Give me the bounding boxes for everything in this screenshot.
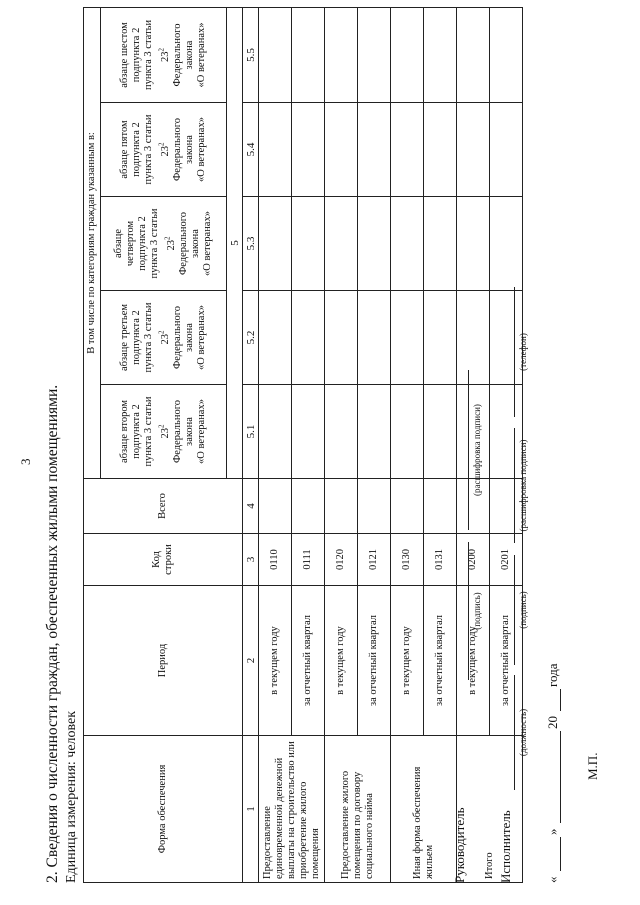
head-decoding-caption: (расшифровка подписи)	[472, 404, 482, 496]
value-cell[interactable]	[325, 103, 358, 197]
value-cell[interactable]	[259, 291, 292, 385]
value-cell[interactable]	[391, 291, 424, 385]
value-cell[interactable]	[391, 479, 424, 534]
category-line: подпункта 2	[131, 310, 143, 365]
value-cell[interactable]	[259, 103, 292, 197]
value-cell[interactable]	[358, 479, 391, 534]
category-line: Федерального	[171, 306, 183, 370]
value-cell[interactable]	[424, 291, 457, 385]
value-cell[interactable]	[424, 197, 457, 291]
category-line: абзаце	[113, 228, 125, 259]
code-cell: 0111	[292, 534, 325, 586]
header-code: Код строки	[84, 534, 243, 586]
code-cell: 0130	[391, 534, 424, 586]
header-category-5	[101, 7, 227, 102]
category-line: абзаце третьем	[119, 303, 131, 372]
category-line: подпункта 2	[131, 122, 143, 177]
period-cell: за отчетный квартал	[358, 586, 391, 736]
executor-signature-caption: (подпись)	[518, 591, 528, 629]
sub-index-4: 5.4	[243, 103, 259, 197]
row-group-label: Иная форма обеспечения жильем	[391, 736, 457, 883]
category-line: Федерального	[171, 118, 183, 182]
value-cell[interactable]	[424, 103, 457, 197]
category-line: «О ветеранах»	[195, 399, 207, 464]
category-line: «О ветеранах»	[195, 22, 207, 88]
category-line: пункта 3 статьи	[143, 396, 155, 467]
date-open-quote: «	[545, 876, 560, 883]
category-article-number: $23^2$	[157, 424, 171, 439]
category-superscript: 2	[163, 236, 172, 240]
category-line: пункта 3 статьи	[143, 19, 155, 91]
sub-index-3: 5.3	[243, 197, 259, 291]
category-line: «О ветеранах»	[201, 211, 213, 276]
value-cell[interactable]	[391, 385, 424, 479]
sub-index-1: 5.1	[243, 385, 259, 479]
category-line: закона	[183, 40, 195, 70]
header-category-4	[101, 103, 227, 197]
category-article-number: $23^2$	[157, 330, 171, 345]
category-line: подпункта 2	[131, 404, 143, 459]
executor-position-caption: (должность)	[518, 708, 528, 757]
code-cell: 0200	[457, 534, 490, 586]
period-cell: за отчетный квартал	[292, 586, 325, 736]
value-cell[interactable]	[358, 103, 391, 197]
value-cell[interactable]	[490, 197, 523, 291]
category-line: закона	[183, 135, 195, 164]
category-article-number: $23^2$	[157, 47, 171, 62]
executor-decoding-caption: (расшифровка подписи)	[518, 439, 528, 532]
category-line: абзаце шестом	[119, 22, 131, 88]
value-cell[interactable]	[292, 479, 325, 534]
row-group-label: Предоставление жилого помещения по договору социального найма	[325, 736, 391, 883]
head-signature-caption: (подпись)	[472, 592, 482, 630]
col-index-3: 3	[243, 534, 259, 586]
header-category-2	[101, 291, 227, 385]
date-month-line	[560, 731, 561, 823]
executor-phone-line	[514, 287, 515, 417]
category-article-number: $23^2$	[163, 236, 177, 251]
value-cell[interactable]	[457, 7, 490, 102]
page-number: 3	[18, 458, 33, 465]
head-label: Руководитель	[452, 807, 467, 883]
header-total: Всего	[84, 479, 243, 534]
value-cell[interactable]	[358, 291, 391, 385]
value-cell[interactable]	[292, 197, 325, 291]
period-cell: в текущем году	[325, 586, 358, 736]
category-line: абзаце пятом	[119, 120, 131, 179]
category-line: пункта 3 статьи	[143, 302, 155, 373]
code-cell: 0131	[424, 534, 457, 586]
category-line: закона	[183, 417, 195, 446]
value-cell[interactable]	[457, 103, 490, 197]
value-cell[interactable]	[490, 103, 523, 197]
period-cell: за отчетный квартал	[490, 586, 523, 736]
value-cell[interactable]	[259, 385, 292, 479]
units-label: Единица измерения: человек	[64, 710, 79, 883]
head-signature-line	[468, 542, 469, 680]
index-row	[243, 7, 259, 882]
category-line: «О ветеранах»	[195, 117, 207, 182]
value-cell[interactable]	[325, 197, 358, 291]
header-form: Форма обеспечения	[84, 736, 243, 883]
code-cell: 0201	[490, 534, 523, 586]
date-year-prefix: 20	[545, 716, 560, 729]
category-line: абзаце втором	[119, 399, 131, 464]
value-cell[interactable]	[292, 291, 325, 385]
value-cell[interactable]	[424, 479, 457, 534]
value-cell[interactable]	[259, 479, 292, 534]
executor-signature-line	[514, 555, 515, 665]
table-row	[259, 7, 292, 882]
code-cell: 0121	[358, 534, 391, 586]
value-cell[interactable]	[325, 291, 358, 385]
category-line: Федерального	[177, 212, 189, 276]
stamp-label: М.П.	[585, 752, 600, 780]
value-cell[interactable]	[325, 385, 358, 479]
period-cell: за отчетный квартал	[424, 586, 457, 736]
header-category-1	[101, 385, 227, 479]
category-line: пункта 3 статьи	[149, 208, 161, 279]
head-decoding-line	[468, 370, 469, 530]
period-cell: в текущем году	[259, 586, 292, 736]
period-cell: в текущем году	[457, 586, 490, 736]
population-table	[83, 7, 523, 883]
executor-label: Исполнитель	[498, 810, 513, 883]
value-cell[interactable]	[259, 197, 292, 291]
value-cell[interactable]	[424, 385, 457, 479]
value-cell[interactable]	[259, 7, 292, 102]
category-line: закона	[183, 323, 195, 352]
category-line: Федерального	[171, 400, 183, 464]
value-cell[interactable]	[457, 197, 490, 291]
value-cell[interactable]	[325, 7, 358, 102]
header-period: Период	[84, 586, 243, 736]
table-row	[391, 7, 424, 882]
executor-position-line	[514, 675, 515, 790]
sub-index-5: 5.5	[243, 7, 259, 102]
value-cell[interactable]	[292, 385, 325, 479]
header-category-group: В том числе по категориям граждан указанным в:	[84, 7, 101, 478]
value-cell[interactable]	[391, 7, 424, 102]
value-cell[interactable]	[391, 197, 424, 291]
value-cell[interactable]	[358, 197, 391, 291]
code-cell: 0110	[259, 534, 292, 586]
value-cell[interactable]	[424, 7, 457, 102]
category-article-number: $23^2$	[157, 142, 171, 157]
row-group-label: Предоставление единовременной денежной выплаты на строительство или приобретение жилого помещения	[259, 736, 325, 883]
value-cell[interactable]	[358, 385, 391, 479]
executor-phone-caption: (телефон)	[518, 333, 528, 371]
col-index-1: 1	[243, 736, 259, 883]
value-cell[interactable]	[490, 7, 523, 102]
code-cell: 0120	[325, 534, 358, 586]
category-line: подпункта 2	[131, 27, 143, 83]
section-title: 2. Сведения о численности граждан, обеспеченных жилыми помещениями.	[44, 384, 61, 883]
value-cell[interactable]	[391, 103, 424, 197]
date-day-line	[560, 837, 561, 871]
category-line: «О ветеранах»	[195, 305, 207, 370]
period-cell: в текущем году	[391, 586, 424, 736]
category-line: четвертом	[125, 220, 137, 267]
col-index-5: 5	[227, 7, 243, 478]
date-year-line	[560, 689, 561, 711]
value-cell[interactable]	[358, 7, 391, 102]
value-cell[interactable]	[292, 103, 325, 197]
category-line: закона	[189, 229, 201, 258]
category-superscript: 2	[157, 142, 166, 146]
table-row	[325, 7, 358, 882]
header-category-3	[101, 197, 227, 291]
date-close-quote: »	[545, 828, 560, 835]
col-index-2: 2	[243, 586, 259, 736]
value-cell[interactable]	[325, 479, 358, 534]
sub-index-2: 5.2	[243, 291, 259, 385]
category-superscript: 2	[157, 330, 166, 334]
date-year-suffix: года	[545, 663, 560, 687]
category-superscript: 2	[157, 424, 166, 428]
category-superscript: 2	[157, 47, 166, 52]
row-group-label: Итого	[457, 736, 523, 883]
category-line: подпункта 2	[137, 216, 149, 271]
category-line: пункта 3 статьи	[143, 114, 155, 185]
executor-decoding-line	[514, 428, 515, 543]
category-line: Федерального	[171, 23, 183, 87]
col-index-4: 4	[243, 479, 259, 534]
value-cell[interactable]	[292, 7, 325, 102]
